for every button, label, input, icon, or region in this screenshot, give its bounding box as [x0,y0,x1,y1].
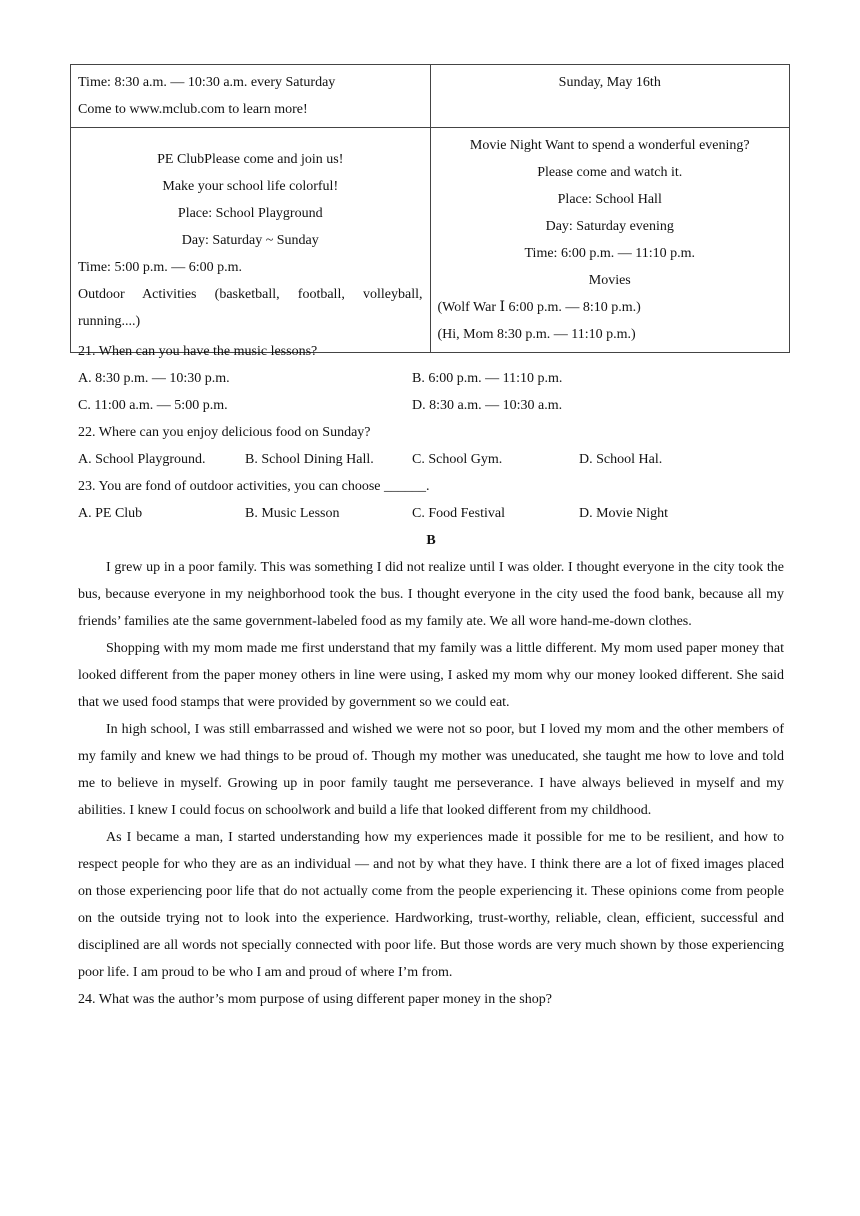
question-21-options-row-2 [78,392,784,419]
question-23-option-c: C. Food Festival [412,506,505,521]
question-21-options-row-1 [78,365,784,392]
notice-table [70,64,790,353]
movie-night-invite: Please come and watch it. [537,165,683,180]
passage-paragraph-1: I grew up in a poor family. This was something I did not realize until I was older. I thought everyone in the city took the bus, because everyone in my neighborhood took the bus. I thought everyone in the city used the food bank, because all my friends’ families ate the same government-labeled food as my family ate. We all wore hand-me-down clothes. [78,560,784,629]
question-22-options [78,446,784,473]
question-22-stem: 22. Where can you enjoy delicious food on Sunday? [78,425,371,440]
pe-club-activities: Outdoor Activities (basketball, football, volleyball, running....) [78,286,423,329]
passage-paragraph-4: As I became a man, I started understanding how my experiences made it possible for me to be resilient, and how to respect people for who they are as an individual — and not by what they have. I think there are a lot of fixed images placed on those experiencing poor life that do not actually come from the people experiencing it. These opinions come from people on the outside trying not to look into the experience. Hardworking, trust-worthy, reliable, clean, efficient, successful and disciplined are all words not specially connected with poor life. But those words are very much shown by those experiencing poor life. I am proud to be who I am and proud of where I’m from. [78,830,784,980]
question-21-stem: 21. When can you have the music lessons? [78,344,318,359]
pe-club-slogan: Make your school life colorful! [162,178,339,194]
pe-club-time: Time: 5:00 p.m. — 6:00 p.m. [78,259,243,275]
music-lesson-time: Time: 8:30 a.m. — 10:30 a.m. every Saturday [78,75,336,90]
pe-club-day: Day: Saturday ~ Sunday [181,232,319,248]
table-row [71,65,790,128]
music-lesson-website: Come to www.mclub.com to learn more! [78,102,308,117]
movie-night-cell [430,128,790,353]
pe-club-cell [71,128,431,353]
movie-night-day: Day: Saturday evening [545,219,674,234]
section-b-heading: B [426,533,436,548]
movie-night-place: Place: School Hall [557,192,662,207]
notice-table-wrapper [70,64,790,353]
question-22-option-d: D. School Hal. [579,452,663,467]
question-22-option-a: A. School Playground. [78,452,206,467]
pe-club-place: Place: School Playground [177,205,323,221]
movie-night-movies-label: Movies [588,273,631,288]
passage-paragraph-3: In high school, I was still embarrassed and wished we were not so poor, but I loved my mom and the other members of my family and knew we had things to be proud of. Though my mother was uneducated, she taught me how to love and told me to believe in myself. Growing up in poor family taught me perseverance. I have always believed in myself and my abilities. I knew I could focus on schoolwork and build a life that looked different from my childhood. [78,722,784,818]
food-festival-cell [430,65,790,128]
questions-and-passage [78,338,784,1013]
question-21-option-d: D. 8:30 a.m. — 10:30 a.m. [412,398,563,413]
question-23-option-b: B. Music Lesson [245,506,340,521]
movie-night-title: Movie Night Want to spend a wonderful evening? [469,138,750,153]
movie-night-time: Time: 6:00 p.m. — 11:10 p.m. [524,246,695,261]
question-23-options [78,500,784,527]
table-row [71,128,790,353]
question-24-stem: 24. What was the author’s mom purpose of using different paper money in the shop? [78,992,552,1007]
question-23-option-d: D. Movie Night [579,506,669,521]
question-23-option-a: A. PE Club [78,506,143,521]
food-festival-date: Sunday, May 16th [558,75,661,90]
question-21-option-c: C. 11:00 a.m. — 5:00 p.m. [78,398,228,413]
pe-club-title: PE ClubPlease come and join us! [157,151,344,167]
question-22-option-c: C. School Gym. [412,452,503,467]
passage-paragraph-2: Shopping with my mom made me first understand that my family was a little different. My mom used paper money that looked different from the paper money others in line were using, I asked my mom why our money looked different. She said that we used food stamps that were provided by government so we could eat. [78,641,784,710]
question-21-option-b: B. 6:00 p.m. — 11:10 p.m. [412,371,563,386]
music-lesson-cell [71,65,431,128]
question-21-option-a: A. 8:30 p.m. — 10:30 p.m. [78,371,230,386]
question-23-stem: 23. You are fond of outdoor activities, you can choose ______. [78,479,430,494]
movie-listing-wolf-war: (Wolf War Ⅰ 6:00 p.m. — 8:10 p.m.) [437,300,641,315]
question-22-option-b: B. School Dining Hall. [245,452,374,467]
movie-listing-hi-mom: (Hi, Mom 8:30 p.m. — 11:10 p.m.) [437,327,636,342]
